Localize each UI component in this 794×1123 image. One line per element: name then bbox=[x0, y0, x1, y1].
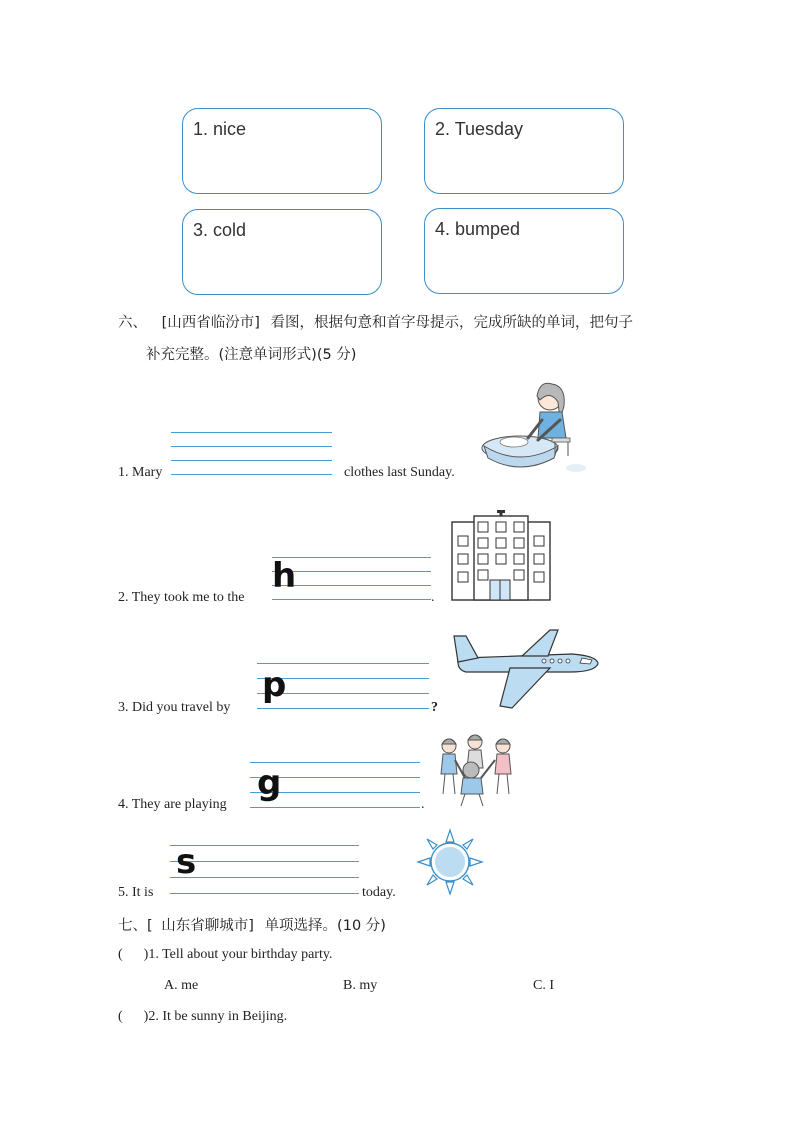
question-5-text-after: today. bbox=[362, 885, 396, 900]
word-box-label: 3. cold bbox=[193, 220, 247, 240]
question-4-text-after: . bbox=[421, 797, 425, 812]
word-box-1 bbox=[182, 108, 382, 194]
answer-paren: ( ) bbox=[118, 1009, 149, 1024]
option-c: C. I bbox=[533, 978, 554, 993]
section-6-instruction-continued: 补充完整。(注意单词形式)(5 分) bbox=[146, 347, 357, 363]
section-instruction: 单项选择。(10 分) bbox=[264, 918, 386, 934]
option-a: A. me bbox=[164, 978, 199, 993]
answer-writing-lines bbox=[171, 432, 332, 476]
section-number: 七、[ bbox=[118, 918, 153, 934]
section-7-heading bbox=[118, 914, 386, 935]
section-6-heading bbox=[118, 311, 633, 332]
word-box-label: 1. nice bbox=[193, 119, 247, 139]
section-source: 山东省聊城市] bbox=[161, 918, 254, 934]
hospital-building-picture bbox=[450, 510, 552, 602]
answer-paren: ( ) bbox=[118, 947, 149, 962]
hint-letter-s: s bbox=[176, 842, 197, 882]
question-3-text: 3. Did you travel by bbox=[118, 700, 231, 715]
mc-question-2 bbox=[118, 1009, 287, 1025]
question-4-text: 4. They are playing bbox=[118, 797, 227, 812]
word-box-3 bbox=[182, 209, 382, 295]
question-1-text: 1. Mary bbox=[118, 465, 163, 480]
section-source: [山西省临汾市] bbox=[161, 315, 260, 331]
word-box-label: 2. Tuesday bbox=[435, 119, 524, 139]
option-b: B. my bbox=[343, 978, 378, 993]
mc-question-1 bbox=[118, 947, 332, 963]
question-stem: 2. It be sunny in Beijing. bbox=[148, 1009, 288, 1024]
word-box-4 bbox=[424, 208, 624, 294]
sun-picture bbox=[416, 828, 484, 896]
question-stem: 1. Tell about your birthday party. bbox=[148, 947, 333, 962]
hint-letter-h: h bbox=[272, 556, 297, 596]
children-playing-game-picture bbox=[437, 732, 517, 808]
word-box-label: 4. bumped bbox=[435, 219, 521, 239]
section-number: 六、 bbox=[118, 315, 147, 331]
hint-letter-g: g bbox=[257, 763, 282, 803]
question-2-text: 2. They took me to the bbox=[118, 590, 245, 605]
question-3-text-after: ? bbox=[431, 700, 438, 715]
girl-washing-clothes-picture bbox=[480, 376, 590, 476]
word-box-2 bbox=[424, 108, 624, 194]
section-instruction: 看图，根据句意和首字母提示，完成所缺的单词，把句子 bbox=[270, 315, 634, 331]
airplane-picture bbox=[452, 628, 602, 712]
question-2-text-after: . bbox=[431, 590, 435, 605]
question-5-text: 5. It is bbox=[118, 885, 154, 900]
hint-letter-p: p bbox=[262, 665, 287, 705]
answer-writing-lines bbox=[170, 842, 359, 895]
question-1-text-after: clothes last Sunday. bbox=[344, 465, 455, 480]
